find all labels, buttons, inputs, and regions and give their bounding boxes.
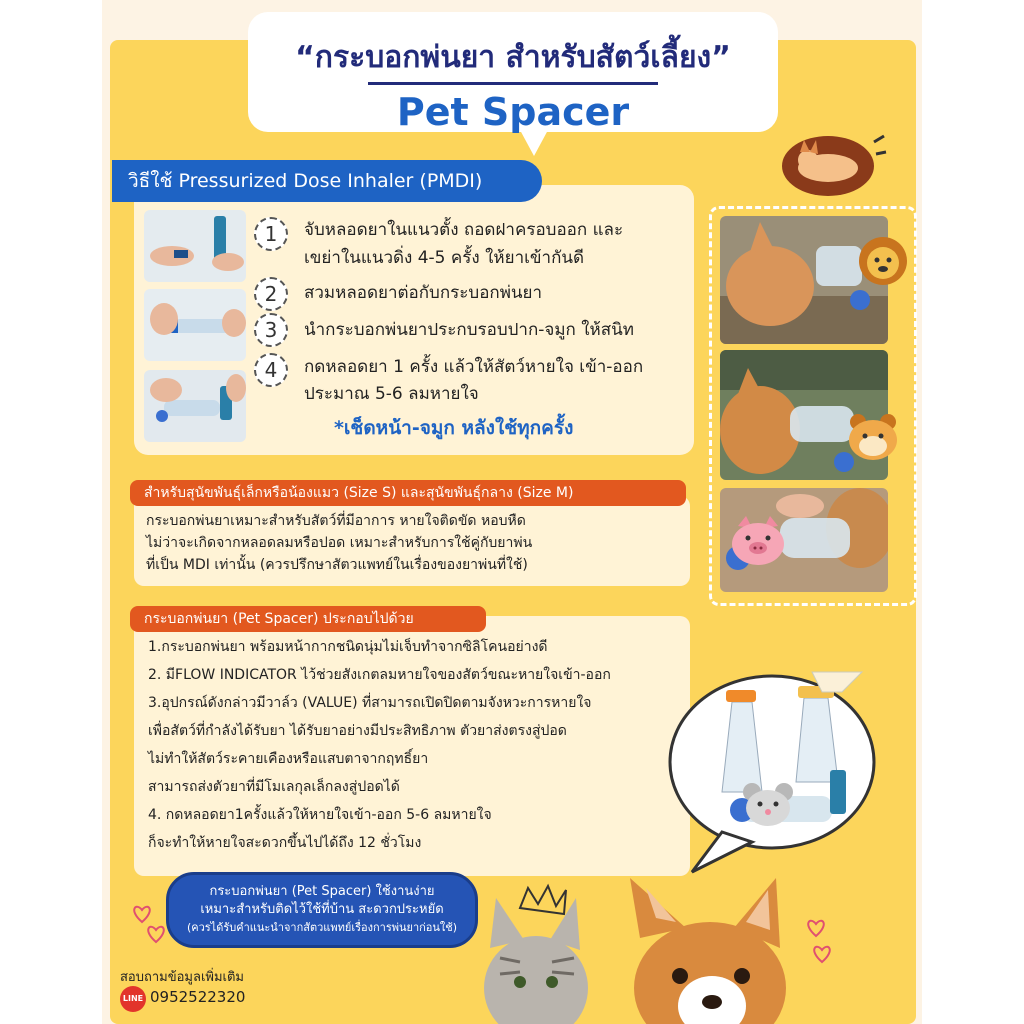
cat-and-dog-photo [480, 878, 800, 1024]
component-line-2: 2. มีFLOW INDICATOR ไว้ช่วยสังเกตลมหายใจของสัตว์ขณะหายใจเข้า-ออก [148, 667, 611, 683]
hamster-emoji-icon [846, 412, 900, 462]
step-photo-3 [144, 370, 246, 442]
step-4-line-1: กดหลอดยา 1 ครั้ง แล้วให้สัตว์หายใจ เข้า-ออก [304, 357, 644, 377]
components-banner: กระบอกพ่นยา (Pet Spacer) ประกอบไปด้วย [130, 606, 486, 632]
size-banner: สำหรับสุนัขพันธุ์เล็กหรือน้องแมว (Size S) และสุนัขพันธุ์กลาง (Size M) [130, 480, 686, 506]
step-1-line-2: เขย่าในแนวดิ่ง 4-5 ครั้ง ให้ยาเข้ากันดี [304, 248, 585, 268]
step-number-2: 2 [254, 277, 288, 311]
poster [102, 0, 922, 1024]
component-line-7: 4. กดหลอดยา1ครั้งแล้วให้หายใจเข้า-ออก 5-6 ลมหายใจ [148, 807, 492, 823]
spacer-product-image [662, 662, 922, 882]
component-line-5: ไม่ทำให้สัตว์ระคายเคืองหรือแสบตาจากฤทธิ์ยา [148, 751, 429, 767]
steps-panel [134, 185, 694, 455]
component-line-6: สามารถส่งตัวยาที่มีโมเลกุลเล็กลงสู่ปอดได้ [148, 779, 400, 795]
line-contact[interactable] [120, 986, 320, 1012]
title-english: Pet Spacer [396, 90, 630, 134]
component-line-3: 3.อุปกรณ์ดังกล่าวมีวาล์ว (VALUE) ที่สามารถเปิดปิดตามจังหวะการหายใจ [148, 695, 592, 711]
step-2-line-1: สวมหลอดยาต่อกับกระบอกพ่นยา [304, 283, 543, 303]
step-photo-2 [144, 289, 246, 361]
cleaning-note: *เช็ดหน้า-จมูก หลังใช้ทุกครั้ง [334, 417, 574, 439]
size-line-1: กระบอกพ่นยาเหมาะสำหรับสัตว์ที่มีอาการ หายใจติดขัด หอบหืด [146, 513, 526, 529]
note-line-3: (ควรได้รับคำแนะนำจากสัตวแพทย์เรื่องการพ่นยาก่อนใช้) [186, 921, 458, 934]
components-panel [134, 616, 690, 876]
usage-note-bubble [166, 872, 478, 948]
size-line-3: ที่เป็น MDI เท่านั้น (ควรปรึกษาสัตวแพทย์ในเรื่องของยาพ่นที่ใช้) [146, 557, 528, 573]
title-thai: “กระบอกพ่นยา สำหรับสัตว์เลี้ยง” [295, 40, 731, 75]
note-line-1: กระบอกพ่นยา (Pet Spacer) ใช้งานง่าย [209, 884, 435, 899]
step-1-line-1: จับหลอดยาในแนวตั้ง ถอดฝาครอบออก และ [304, 220, 624, 240]
component-line-4: เพื่อสัตว์ที่กำลังได้รับยา ได้รับยาอย่างมีประสิทธิภาพ ตัวยาส่งตรงสู่ปอด [148, 723, 567, 739]
step-4-line-2: ประมาณ 5-6 ลมหายใจ [304, 384, 479, 404]
mouse-emoji-icon [742, 780, 794, 828]
title-bubble-tail [520, 130, 548, 156]
method-banner: วิธีใช้ Pressurized Dose Inhaler (PMDI) [112, 160, 542, 202]
component-line-1: 1.กระบอกพ่นยา พร้อมหน้ากากชนิดนุ่มไม่เจ็บทำจากซิลิโคนอย่างดี [148, 639, 548, 655]
line-icon: LINE [120, 986, 146, 1012]
crown-icon [520, 886, 566, 914]
size-panel [134, 496, 690, 586]
step-number-1: 1 [254, 217, 288, 251]
heart-icon [132, 902, 172, 952]
component-line-8: ก็จะทำให้หายใจสะดวกขึ้นไปได้ถึง 12 ชั่วโมง [148, 835, 422, 851]
step-3-line-1: นำกระบอกพ่นยาประกบรอบปาก-จมูก ให้สนิท [304, 320, 634, 340]
phone-number[interactable]: 0952522320 [150, 988, 246, 1006]
pig-emoji-icon [730, 516, 786, 566]
corgi-sticker-icon [778, 130, 888, 200]
title-bubble [248, 12, 778, 132]
step-photo-1 [144, 210, 246, 282]
heart-icon [802, 916, 842, 966]
step-number-3: 3 [254, 313, 288, 347]
note-line-2: เหมาะสำหรับติดไว้ใช้ที่บ้าน สะดวกประหยัด [200, 902, 444, 917]
title-divider [368, 82, 658, 85]
size-line-2: ไม่ว่าจะเกิดจากหลอดลมหรือปอด เหมาะสำหรับการใช้คู่กับยาพ่น [146, 535, 533, 551]
contact-label: สอบถามข้อมูลเพิ่มเติม [120, 970, 245, 985]
step-number-4: 4 [254, 353, 288, 387]
lion-emoji-icon [858, 236, 908, 286]
